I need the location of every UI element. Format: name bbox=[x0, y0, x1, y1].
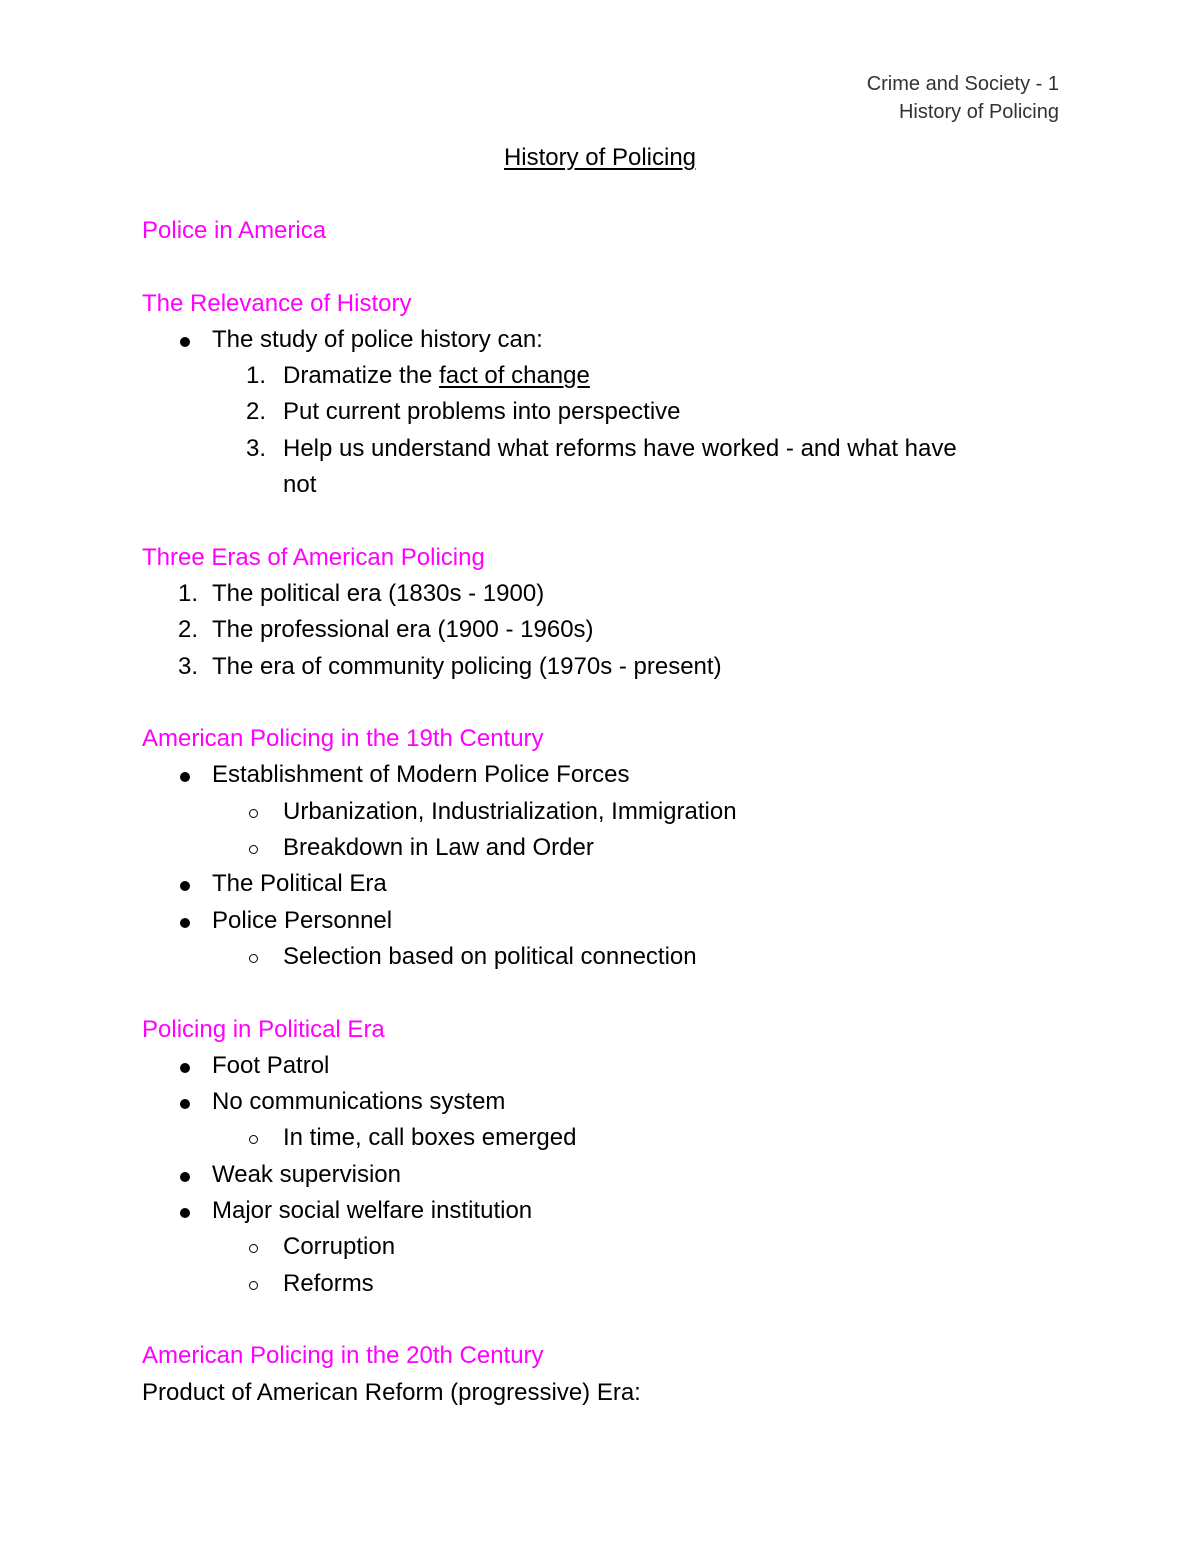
list-item-text: Selection based on political connection bbox=[283, 942, 697, 970]
list-item bbox=[142, 866, 1062, 902]
list-number: 3. bbox=[178, 652, 199, 680]
bullet-ring-icon bbox=[249, 845, 258, 854]
header-course: Crime and Society - 1 bbox=[866, 73, 1059, 95]
heading-relevance-of-history: The Relevance of History bbox=[142, 289, 412, 317]
heading-three-eras: Three Eras of American Policing bbox=[142, 543, 485, 571]
list-item bbox=[142, 1084, 1062, 1120]
list-item bbox=[142, 939, 1062, 975]
list-item-text: The era of community policing (1970s - present) bbox=[212, 652, 722, 680]
bullet-dot-icon bbox=[180, 1172, 190, 1182]
bullet-ring-icon bbox=[249, 1244, 258, 1253]
list-item-text: Dramatize the bbox=[283, 362, 440, 390]
bullet-dot-icon bbox=[180, 772, 190, 782]
list-number: 3. bbox=[246, 434, 267, 462]
heading-19th-century: American Policing in the 19th Century bbox=[142, 725, 544, 753]
header-topic: History of Policing bbox=[898, 101, 1059, 123]
list-number: 1. bbox=[178, 579, 199, 607]
list-item-text: Weak supervision bbox=[212, 1160, 401, 1188]
list-item-continuation bbox=[142, 467, 1062, 503]
bullet-ring-icon bbox=[249, 809, 258, 818]
list-item-text: The professional era (1900 - 1960s) bbox=[212, 616, 594, 644]
list-item bbox=[142, 903, 1062, 939]
list-item-text: Corruption bbox=[283, 1233, 396, 1261]
list-item bbox=[142, 358, 1062, 394]
heading-police-in-america: Police in America bbox=[142, 217, 327, 244]
bullet-ring-icon bbox=[249, 954, 258, 963]
list-item-text: Foot Patrol bbox=[212, 1051, 330, 1079]
list-item bbox=[142, 1266, 1062, 1302]
document-body bbox=[142, 213, 1062, 1411]
list-item-text: Put current problems into perspective bbox=[283, 398, 681, 426]
bullet-dot-icon bbox=[180, 1208, 190, 1218]
underlined-text: fact of change bbox=[439, 362, 590, 390]
list-item bbox=[142, 1157, 1062, 1193]
list-item bbox=[142, 322, 1062, 358]
list-item-text: Help us understand what reforms have worked - and what have bbox=[283, 434, 957, 462]
list-item bbox=[142, 1229, 1062, 1265]
list-item bbox=[142, 649, 1062, 685]
bullet-ring-icon bbox=[249, 1281, 258, 1290]
list-item bbox=[142, 757, 1062, 793]
bullet-dot-icon bbox=[180, 918, 190, 928]
page-header bbox=[867, 70, 1059, 126]
list-item bbox=[142, 1048, 1062, 1084]
list-item-text: Police Personnel bbox=[212, 906, 393, 934]
bullet-ring-icon bbox=[249, 1135, 258, 1144]
list-item-text: In time, call boxes emerged bbox=[283, 1124, 577, 1152]
list-item-text: The political era (1830s - 1900) bbox=[212, 579, 545, 607]
list-item-text: Establishment of Modern Police Forces bbox=[212, 761, 630, 789]
paragraph-text: Product of American Reform (progressive) Era: bbox=[142, 1378, 641, 1406]
list-item bbox=[142, 431, 1062, 467]
heading-political-era: Policing in Political Era bbox=[142, 1015, 385, 1043]
list-number: 2. bbox=[246, 398, 267, 426]
list-item-text: Urbanization, Industrialization, Immigration bbox=[283, 797, 737, 825]
bullet-dot-icon bbox=[180, 1063, 190, 1073]
bullet-dot-icon bbox=[180, 337, 190, 347]
list-number: 2. bbox=[178, 616, 199, 644]
list-item bbox=[142, 576, 1062, 612]
list-item bbox=[142, 794, 1062, 830]
list-item-text: not bbox=[283, 471, 317, 499]
list-item-text: The study of police history can: bbox=[212, 325, 543, 353]
list-item bbox=[142, 1120, 1062, 1156]
list-number: 1. bbox=[246, 362, 267, 390]
bullet-dot-icon bbox=[180, 881, 190, 891]
list-item-text: The Political Era bbox=[212, 870, 387, 898]
list-item bbox=[142, 612, 1062, 648]
list-item bbox=[142, 830, 1062, 866]
list-item bbox=[142, 394, 1062, 430]
list-item-text: Reforms bbox=[283, 1269, 374, 1297]
list-item-text: Breakdown in Law and Order bbox=[283, 834, 594, 862]
list-item bbox=[142, 1193, 1062, 1229]
document-title: History of Policing bbox=[503, 144, 697, 171]
list-item-text: No communications system bbox=[212, 1088, 506, 1116]
heading-20th-century: American Policing in the 20th Century bbox=[142, 1342, 544, 1370]
list-item-text: Major social welfare institution bbox=[212, 1197, 533, 1225]
bullet-dot-icon bbox=[180, 1099, 190, 1109]
